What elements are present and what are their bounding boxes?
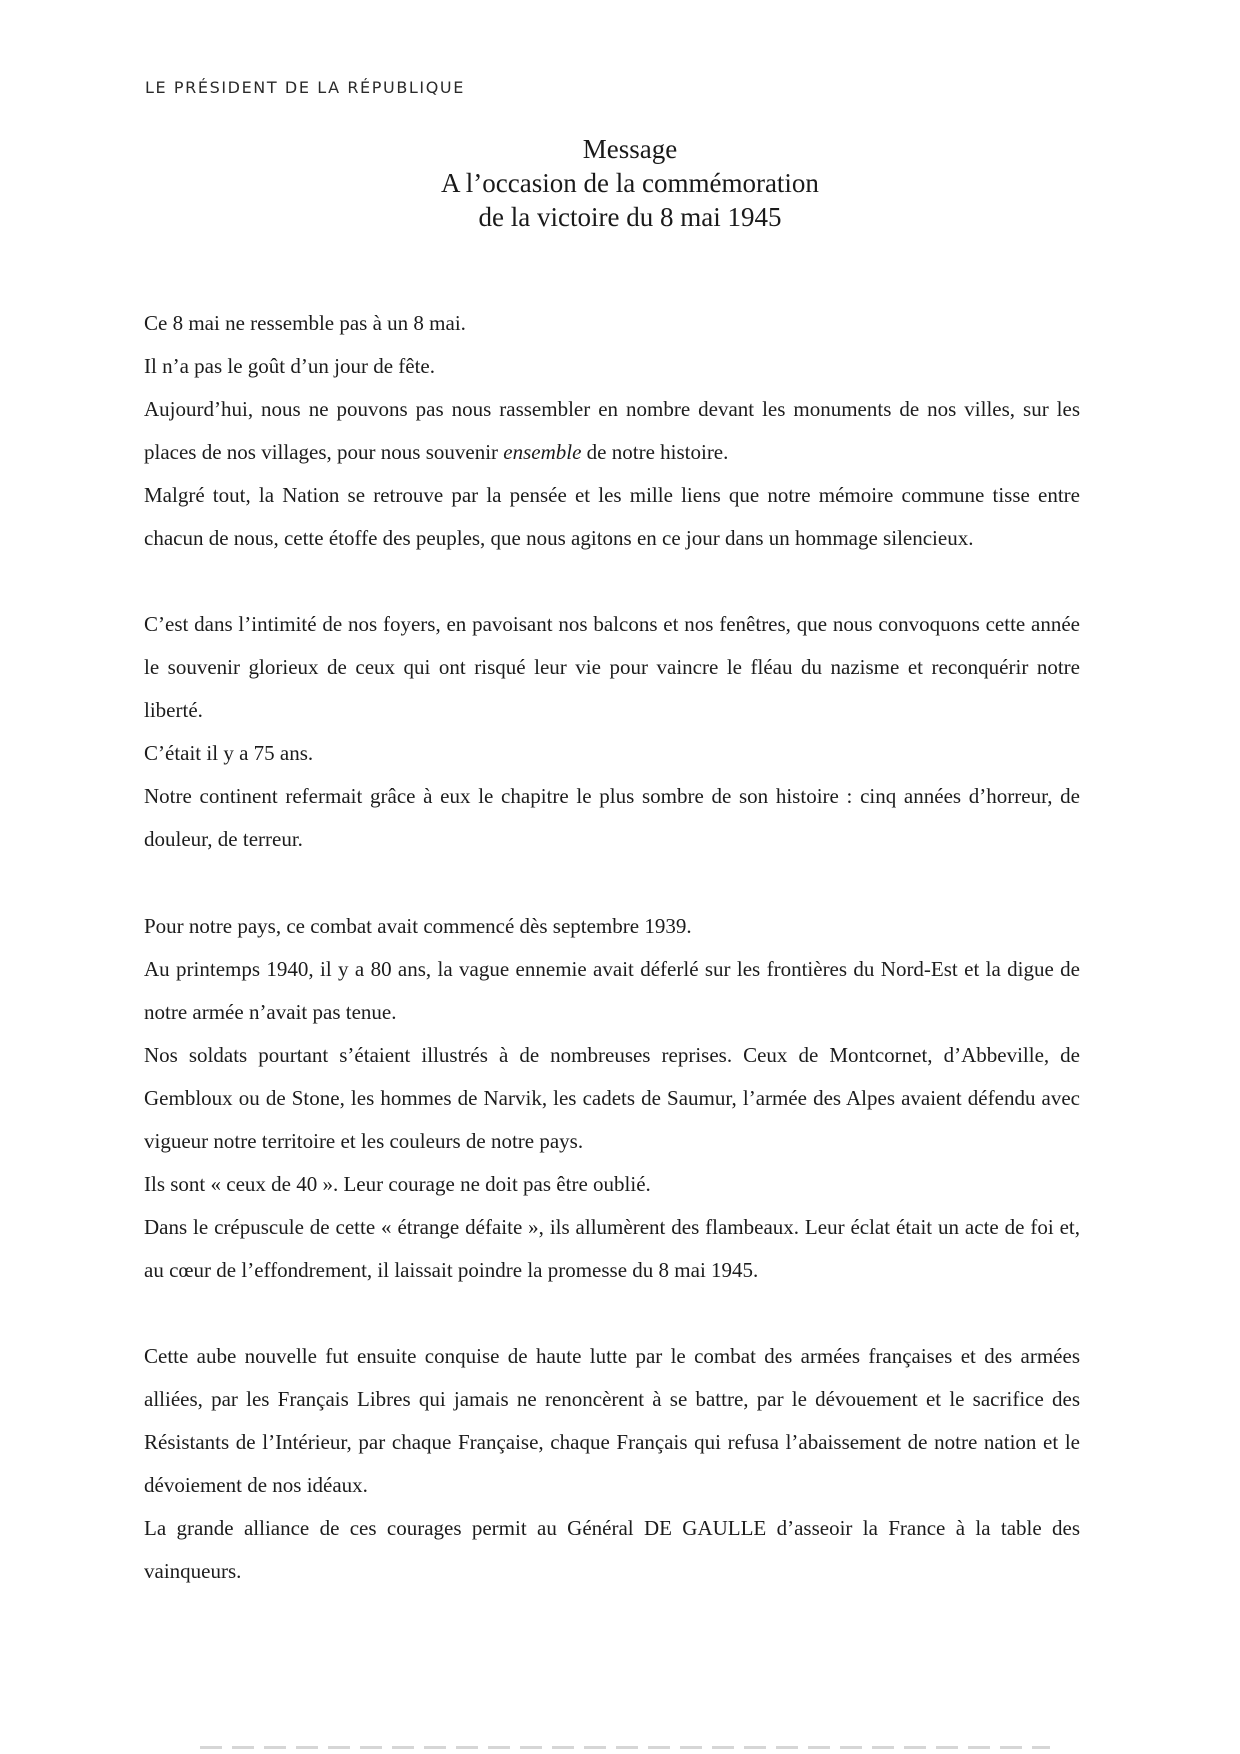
paragraph: Nos soldats pourtant s’étaient illustrés à de nombreuses reprises. Ceux de Montcornet, d’Abbeville, de Gembloux ou de Stone, les hommes de Narvik, les cadets de Saumur, l’armée des Alpes avaient défendu avec vigueur notre territoire et les couleurs de notre pays. xyxy=(144,1043,1080,1153)
paragraph-spacer xyxy=(144,560,1080,603)
paragraph: Malgré tout, la Nation se retrouve par la pensée et les mille liens que notre mémoire commune tisse entre chacun de nous, cette étoffe des peuples, que nous agitons en ce jour dans un hommage silencieux. xyxy=(144,483,1080,550)
paragraph: Il n’a pas le goût d’un jour de fête. xyxy=(144,354,435,378)
title-line-3: de la victoire du 8 mai 1945 xyxy=(478,202,782,232)
paragraph: Pour notre pays, ce combat avait commencé dès septembre 1939. xyxy=(144,914,692,938)
paragraph: Notre continent refermait grâce à eux le chapitre le plus sombre de son histoire : cinq années d’horreur, de douleur, de terreur. xyxy=(144,784,1080,851)
paragraph-text: Aujourd’hui, nous ne pouvons pas nous rassembler en nombre devant les monuments de nos villes, sur les places de nos villages, pour nous souvenir xyxy=(144,397,1080,464)
paragraph: C’est dans l’intimité de nos foyers, en pavoisant nos balcons et nos fenêtres, que nous convoquons cette année le souvenir glorieux de ceux qui ont risqué leur vie pour vaincre le fléau du nazisme et reconquérir notre liberté. xyxy=(144,612,1080,722)
title-line-2: A l’occasion de la commémoration xyxy=(441,168,819,198)
title-line-1: Message xyxy=(582,134,678,164)
paragraph-spacer xyxy=(144,861,1080,905)
paragraph: Ce 8 mai ne ressemble pas à un 8 mai. xyxy=(144,311,466,335)
paragraph: Au printemps 1940, il y a 80 ans, la vague ennemie avait déferlé sur les frontières du Nord-Est et la digue de notre armée n’avait pas tenue. xyxy=(144,957,1080,1024)
letterhead: LE PRÉSIDENT DE LA RÉPUBLIQUE xyxy=(145,78,465,97)
paragraph: C’était il y a 75 ans. xyxy=(144,741,314,765)
emphasis-text: ensemble xyxy=(503,440,582,464)
paragraph-spacer xyxy=(144,1292,1080,1335)
paragraph: Cette aube nouvelle fut ensuite conquise de haute lutte par le combat des armées françaises et des armées alliées, par les Français Libres qui jamais ne renoncèrent à se battre, par le dévouement et le sacrifice des Résistants de l’Intérieur, par chaque Française, chaque Français qui refusa l’abaissement de notre nation et le dévoiement de nos idéaux. xyxy=(144,1344,1080,1497)
paragraph xyxy=(144,388,1080,474)
paragraph: Dans le crépuscule de cette « étrange défaite », ils allumèrent des flambeaux. Leur éclat était un acte de foi et, au cœur de l’effondrement, il laissait poindre la promesse du 8 mai 1945. xyxy=(144,1215,1080,1282)
scan-bottom-edge xyxy=(200,1746,1050,1749)
paragraph: Ils sont « ceux de 40 ». Leur courage ne doit pas être oublié. xyxy=(144,1172,651,1196)
message-body xyxy=(144,302,1080,1593)
message-title xyxy=(380,132,880,234)
paragraph: La grande alliance de ces courages permit au Général DE GAULLE d’asseoir la France à la table des vainqueurs. xyxy=(144,1516,1080,1583)
paragraph-text: de notre histoire. xyxy=(581,440,729,464)
